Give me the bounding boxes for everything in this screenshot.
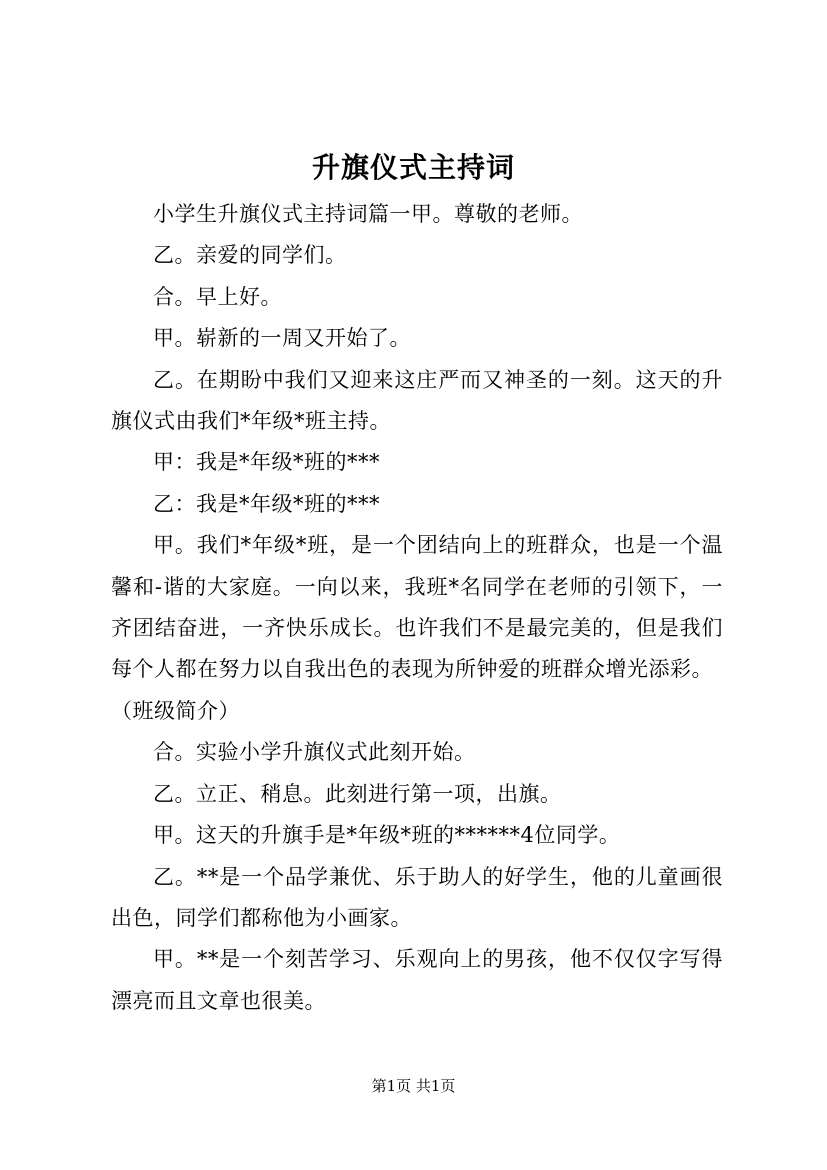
page-footer: 第1页 共1页 [371,1077,456,1095]
paragraph: 合。实验小学升旗仪式此刻开始。 [153,740,476,765]
paragraph: 乙。立正、稍息。此刻进行第一项，出旗。 [153,781,562,806]
paragraph: 乙。亲爱的同学们。 [153,243,347,268]
document-body [111,194,723,1022]
paragraph: 小学生升旗仪式主持词篇一甲。尊敬的老师。 [153,202,583,226]
paragraph: 合。早上好。 [153,284,282,309]
paragraph: 甲。**是一个刻苦学习、乐观向上的男孩，他不仅仅字写得漂亮而且文章也很美。 [111,947,723,1013]
paragraph: 甲：我是*年级*班的*** [153,450,380,475]
paragraph: 甲。这天的升旗手是*年级*班的******4位同学。 [153,823,621,848]
paragraph: 甲。崭新的一周又开始了。 [153,326,411,351]
paragraph: （班级简介） [111,698,240,723]
paragraph: 甲。我们*年级*班，是一个团结向上的班群众，也是一个温馨和-谐的大家庭。一向以来，我班*名同学在老师的引领下，一齐团结奋进，一齐快乐成长。也许我们不是最完美的，但是我们每个人都在努力以自我出色的表现为所钟爱的班群众增光添彩。 [111,533,723,682]
paragraph: 乙。**是一个品学兼优、乐于助人的好学生，他的儿童画很出色，同学们都称他为小画家。 [111,864,723,930]
paragraph: 乙。在期盼中我们又迎来这庄严而又神圣的一刻。这天的升旗仪式由我们*年级*班主持。 [111,367,723,434]
paragraph: 乙：我是*年级*班的*** [153,491,380,516]
document-title: 升旗仪式主持词 [311,151,515,184]
